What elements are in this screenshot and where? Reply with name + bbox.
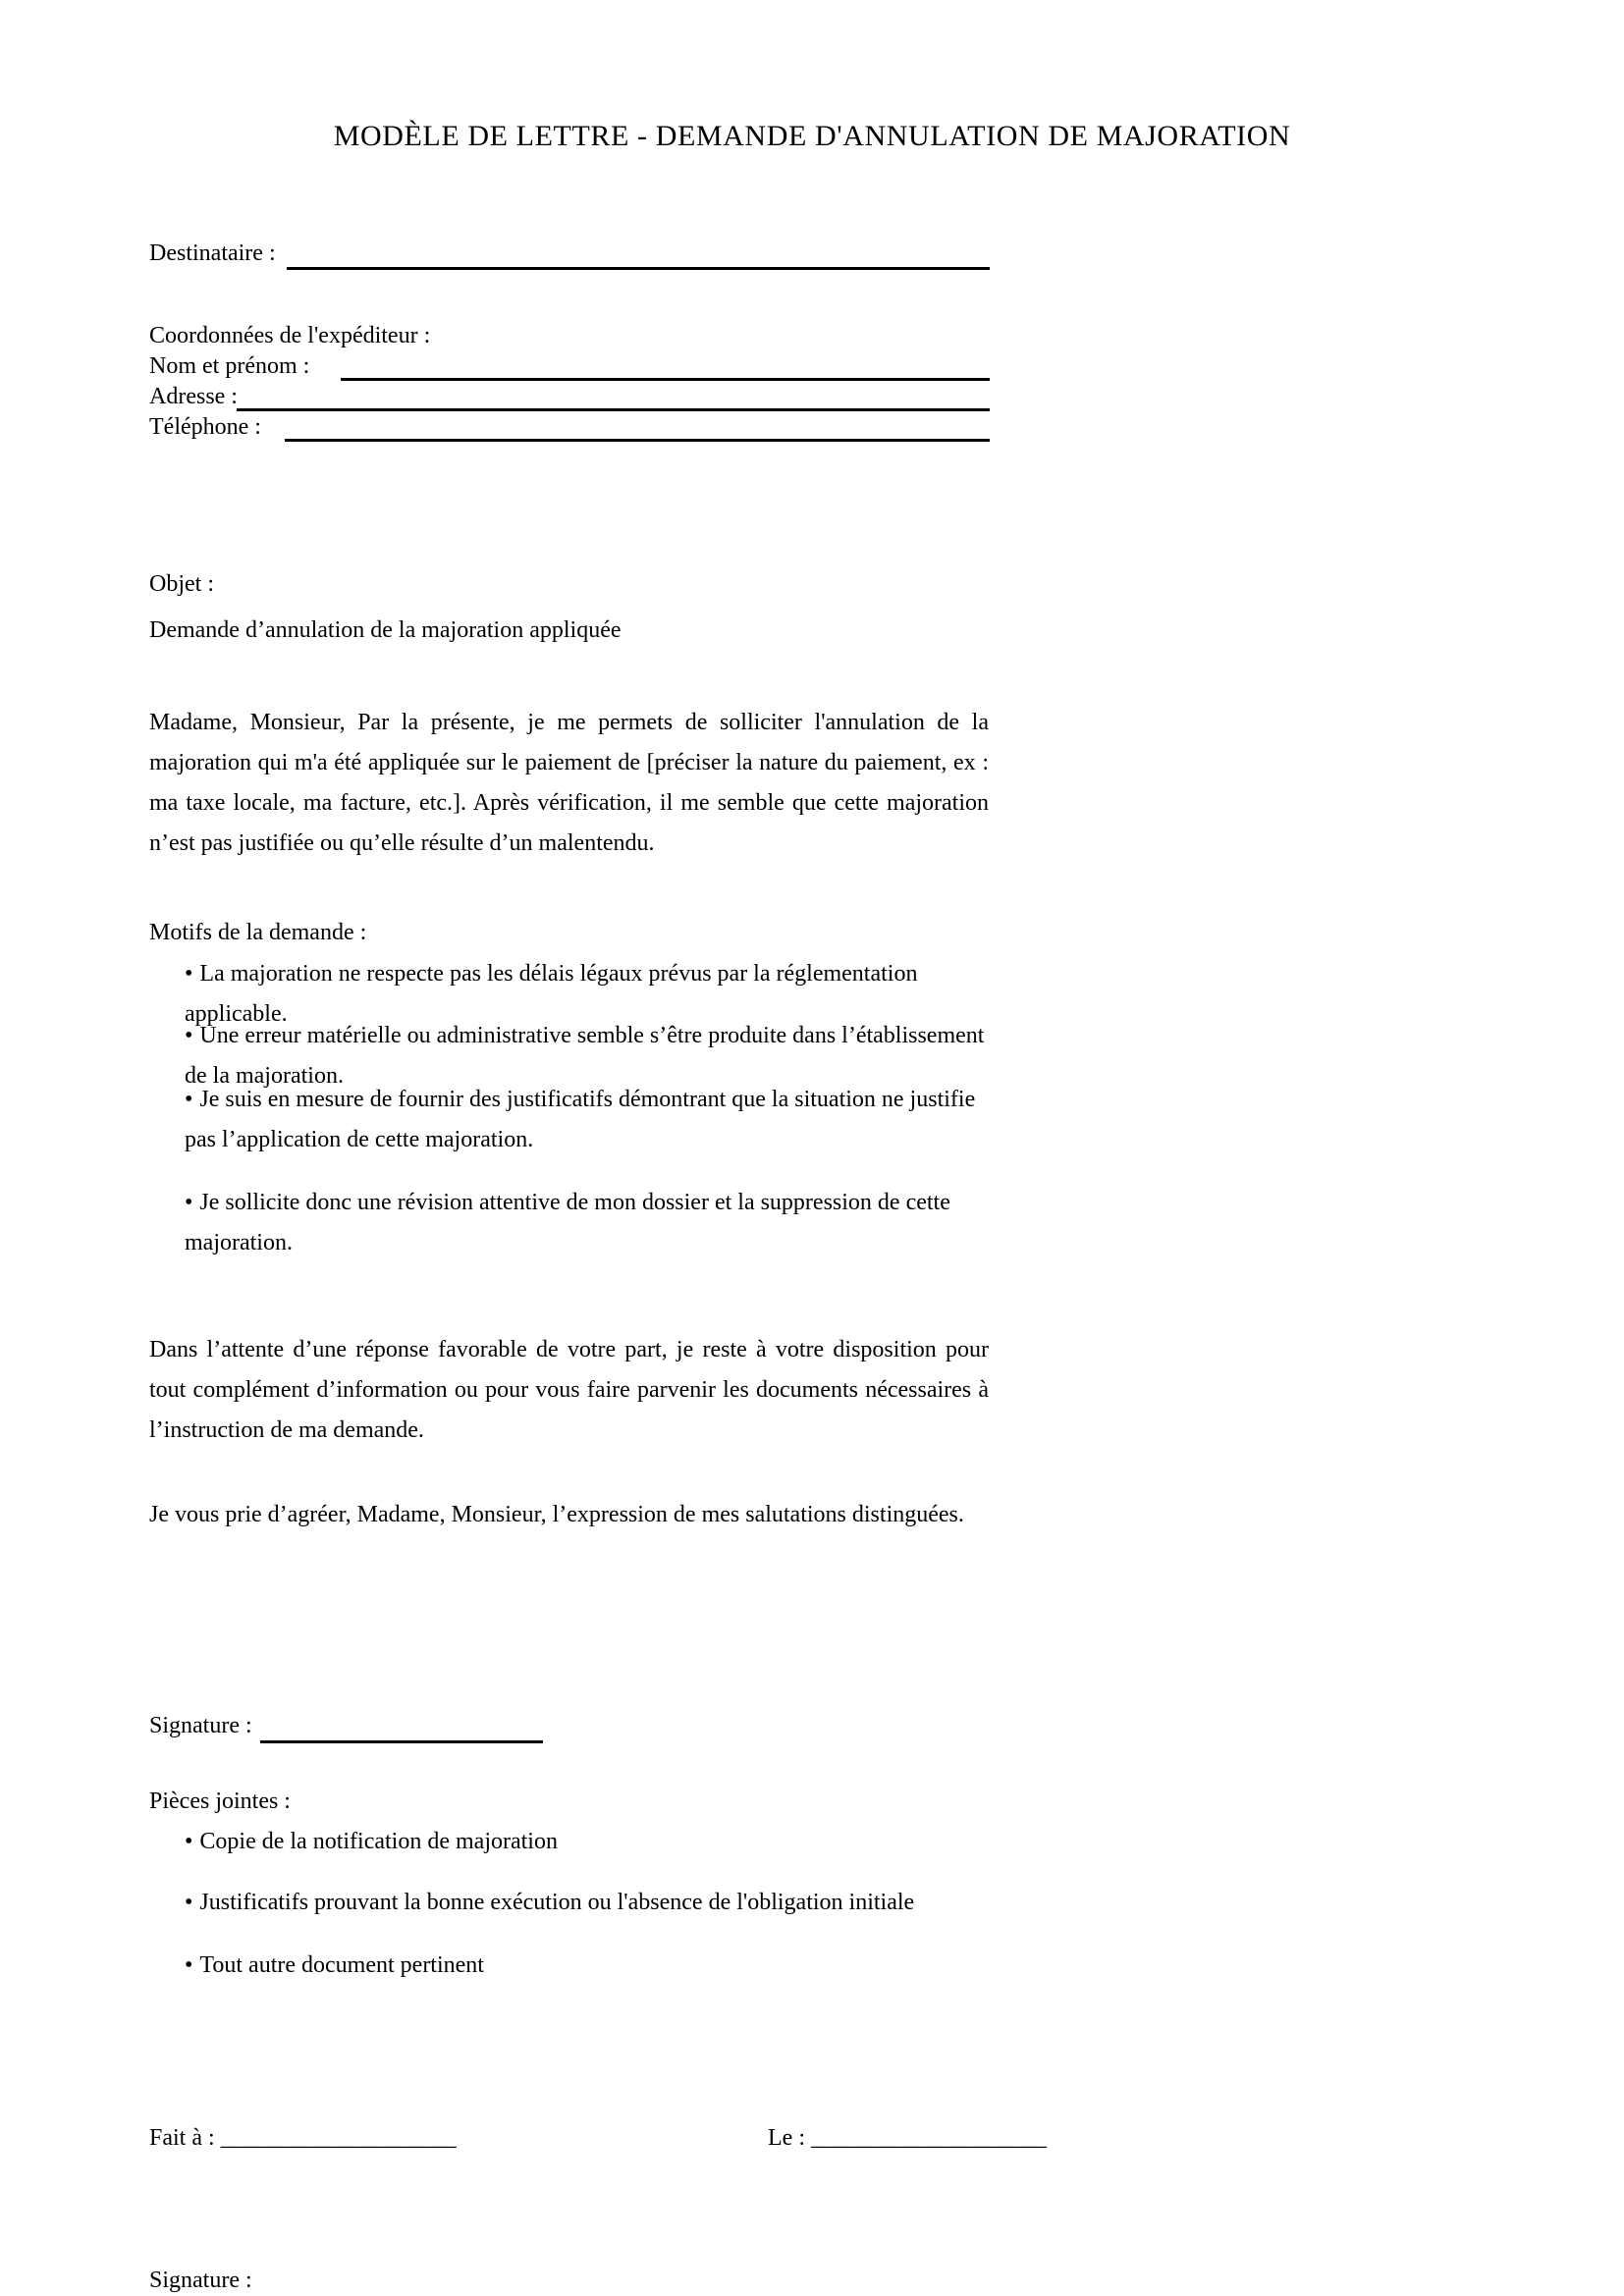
list-item (185, 1883, 990, 1923)
page-title: MODÈLE DE LETTRE - DEMANDE D'ANNULATION DE MAJORATION (333, 120, 1291, 152)
bullet-icon: • (185, 961, 193, 987)
list-item-label: Tout autre document pertinent (199, 1952, 484, 1978)
list-item-label: Je suis en mesure de fournir des justificatifs démontrant que la situation ne justifie pas l’application de cette majoration. (185, 1087, 976, 1152)
list-item (185, 1946, 990, 1986)
opening-paragraph: Madame, Monsieur, Par la présente, je me permets de solliciter l'annulation de la majoration qui m'a été appliquée sur le paiement de [préciser la nature du paiement, ex : ma taxe locale, ma facture, etc.]. Après vérification, il me semble que cette majoration n’est pas justifiée ou qu’elle résulte d’un malentendu. (149, 710, 989, 856)
signature-field-row (149, 1708, 1485, 1747)
recipient-input-rule[interactable] (287, 267, 990, 270)
subject-label: Objet : (149, 571, 214, 597)
bullet-icon: • (185, 1087, 193, 1112)
sender-phone-field-row (149, 409, 1485, 449)
sender-name-label: Nom et prénom : (149, 353, 310, 379)
recipient-label: Destinataire : (149, 240, 276, 266)
list-item-label: Une erreur matérielle ou administrative semble s’être produite dans l’établissement de la majoration. (185, 1023, 985, 1089)
bullet-icon: • (185, 1190, 193, 1215)
bullet-icon: • (185, 1890, 193, 1915)
list-item (185, 1822, 990, 1862)
signature-label: Signature : (149, 1713, 252, 1738)
bullet-icon: • (185, 1952, 193, 1978)
list-item (185, 1183, 990, 1263)
closing-paragraph: Dans l’attente d’une réponse favorable de votre part, je reste à votre disposition pour tout complément d’information ou pour vous faire parvenir les documents nécessaires à l’instruction de ma demande. (149, 1337, 989, 1443)
bullet-icon: • (185, 1023, 193, 1048)
recipient-field-row (149, 236, 1485, 275)
place-blank-field[interactable]: Fait à : ____________________ (149, 2125, 457, 2151)
sender-phone-label: Téléphone : (149, 414, 261, 440)
footer-signature-label: Signature : (149, 2268, 252, 2293)
salutation-paragraph: Je vous prie d’agréer, Madame, Monsieur, l’expression de mes salutations distinguées. (149, 1502, 964, 1527)
list-item-label: La majoration ne respecte pas les délais légaux prévus par la réglementation applicable. (185, 961, 918, 1027)
subject-value: Demande d’annulation de la majoration appliquée (149, 617, 622, 643)
list-item-label: Justificatifs prouvant la bonne exécution ou l'absence de l'obligation initiale (199, 1890, 915, 1915)
attachments-heading: Pièces jointes : (149, 1789, 291, 1814)
list-item-label: Je sollicite donc une révision attentive de mon dossier et la suppression de cette majoration. (185, 1190, 950, 1255)
sender-address-label: Adresse : (149, 384, 238, 409)
signature-input-rule[interactable] (260, 1740, 543, 1743)
sender-phone-input-rule[interactable] (285, 439, 990, 442)
list-item (185, 1080, 990, 1160)
list-item-label: Copie de la notification de majoration (199, 1829, 558, 1854)
bullet-icon: • (185, 1829, 193, 1854)
sender-heading: Coordonnées de l'expéditeur : (149, 323, 431, 348)
date-blank-field[interactable]: Le : ____________________ (768, 2125, 1047, 2151)
reasons-heading: Motifs de la demande : (149, 920, 367, 945)
